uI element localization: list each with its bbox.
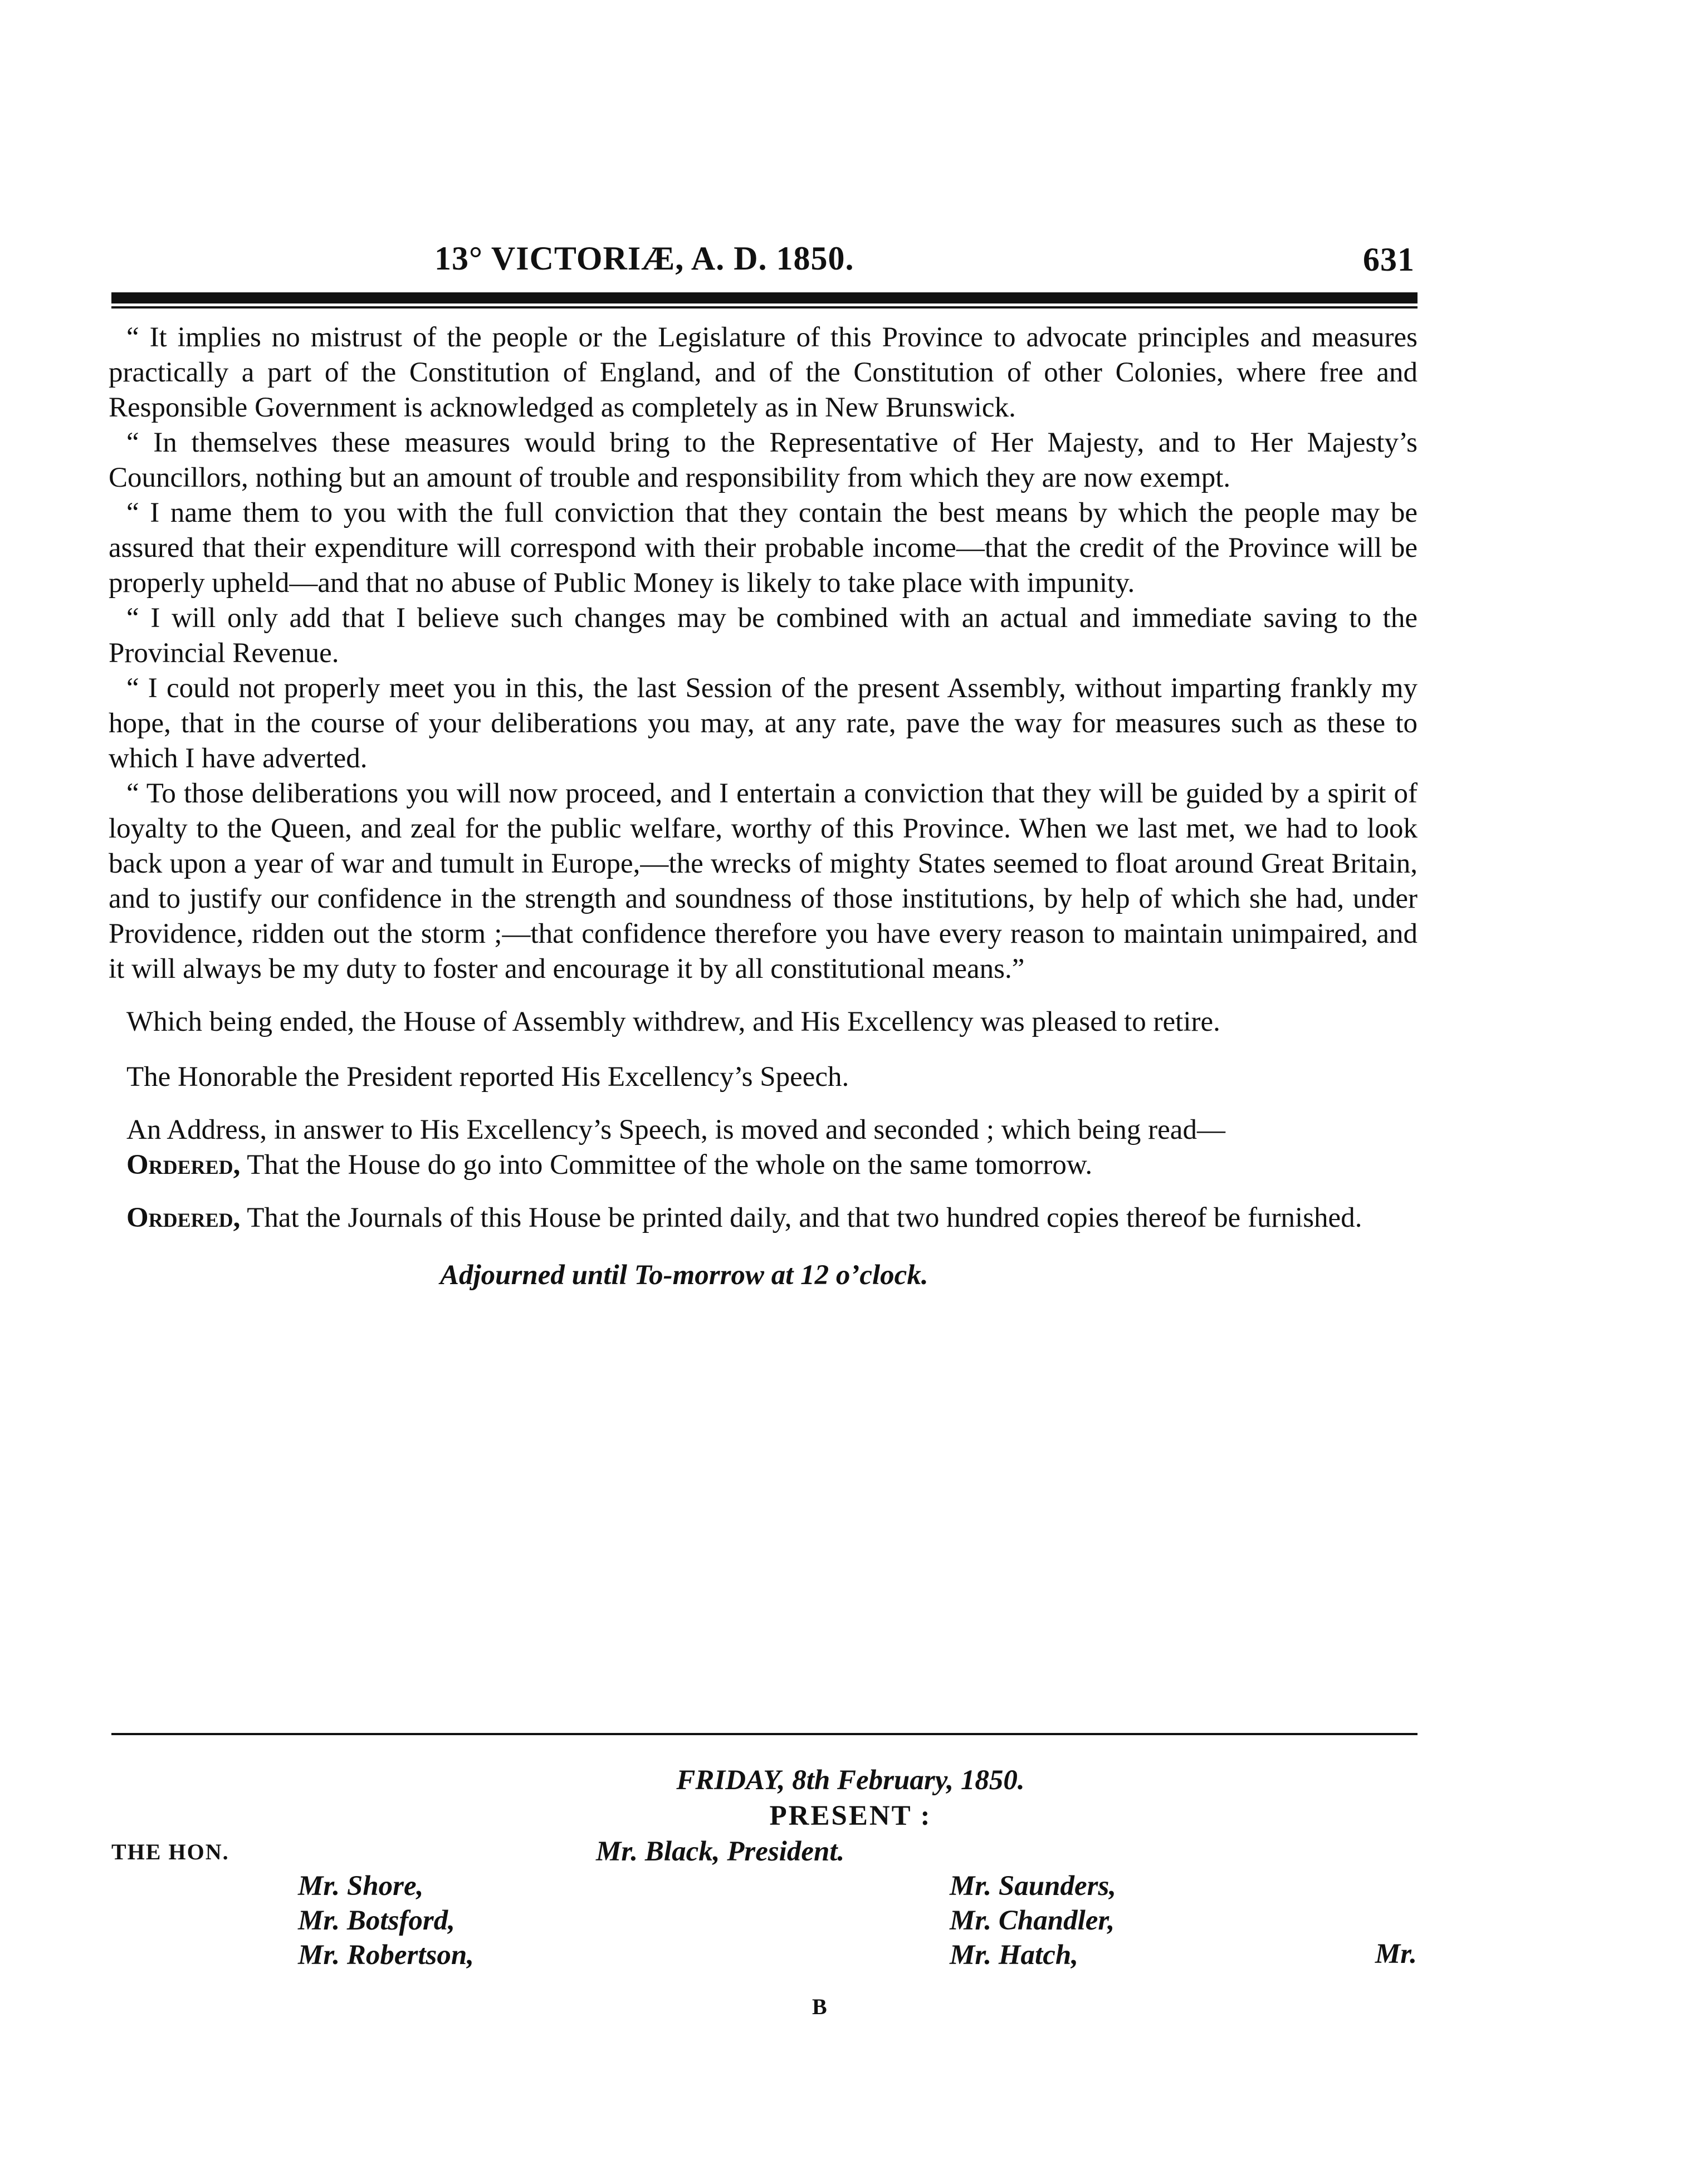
adjournment-line: Adjourned until To-morrow at 12 o’clock. (440, 1260, 928, 1291)
sitting-date: FRIDAY, 8th February, 1850. (676, 1765, 1025, 1796)
present-heading: PRESENT : (769, 1800, 932, 1832)
speech-paragraph-5: “ I could not properly meet you in this, the last Session of the present Assembly, without imparting frankly my hope, that in the course of your deliberations you may, at any rate, pave the way for measures such as these to which I have adverted. (109, 673, 1418, 774)
member-name: Mr. Botsford, (298, 1905, 455, 1936)
section-rule (111, 1733, 1418, 1735)
ordered-committee-text: That the House do go into Committee of the whole on the same tomorrow. (240, 1149, 1093, 1181)
members-left-column (298, 1869, 474, 1972)
speech-paragraph-1: “ It implies no mistrust of the people or the Legislature of this Province to advocate principles and measures practically a part of the Constitution of England, and of the Constitution of other Colonies, where free and Responsible Government is acknowledged as completely as in New Brunswick. (109, 322, 1418, 423)
header-rule-thick (111, 292, 1418, 303)
ordered-label: Ordered, (126, 1149, 241, 1181)
member-name: Mr. Chandler, (950, 1905, 1115, 1936)
speech-paragraph-4: “ I will only add that I believe such changes may be combined with an actual and immediate saving to the Provincial Revenue. (109, 603, 1418, 669)
member-name: Mr. Hatch, (950, 1940, 1078, 1971)
member-name: Mr. Saunders, (950, 1870, 1117, 1902)
running-head-title: 13° VICTORIÆ, A. D. 1850. (434, 240, 854, 277)
ordered-printing-paragraph (109, 1201, 1418, 1236)
signature-mark: B (812, 1994, 827, 2019)
speech-reported-paragraph: The Honorable the President reported His Excellency’s Speech. (126, 1061, 849, 1093)
members-right-column (950, 1869, 1116, 1972)
speech-paragraph-3: “ I name them to you with the full conviction that they contain the best means by which the people may be assured that their expenditure will correspond with their probable income—that the credit of the Province will be properly upheld—and that no abuse of Public Money is likely to take place with impunity. (109, 497, 1418, 599)
president-name: Mr. Black, President. (596, 1836, 845, 1867)
member-name: Mr. Shore, (298, 1870, 424, 1902)
member-name: Mr. Robertson, (298, 1940, 475, 1971)
body-text (109, 320, 1418, 1293)
speech-paragraph-6: “ To those deliberations you will now proceed, and I entertain a conviction that they will be guided by a spirit of loyalty to the Queen, and zeal for the public welfare, worthy of this Province. When we last met, we had to look back upon a year of war and tumult in Europe,—the wrecks of mighty States seemed to float around Great Britain, and to justify our confidence in the strength and soundness of those institutions, by help of which she had, under Providence, ridden out the storm ;—that confidence therefore you have every reason to maintain unimpaired, and it will always be my duty to foster and encourage it by all constitutional means.” (109, 778, 1418, 985)
ordered-committee-paragraph (109, 1148, 1418, 1183)
page-number: 631 (1363, 241, 1415, 278)
speech-paragraph-2: “ In themselves these measures would bring to the Representative of Her Majesty, and to Her Majesty’s Councillors, nothing but an amount of trouble and responsibility from which they are now exempt. (109, 427, 1418, 493)
running-head (111, 234, 1415, 290)
address-paragraph: An Address, in answer to His Excellency’s Speech, is moved and seconded ; which being read— (126, 1114, 1225, 1145)
the-hon-label: THE HON. (111, 1839, 229, 1864)
ordered-printing-text: That the Journals of this House be printed daily, and that two hundred copies thereof be furnished. (240, 1202, 1362, 1233)
catchword: Mr. (1375, 1938, 1417, 1970)
withdrawal-paragraph: Which being ended, the House of Assembly withdrew, and His Excellency was pleased to retire. (126, 1006, 1220, 1037)
ordered-label: Ordered, (126, 1202, 241, 1233)
header-rule-thin (111, 306, 1418, 308)
